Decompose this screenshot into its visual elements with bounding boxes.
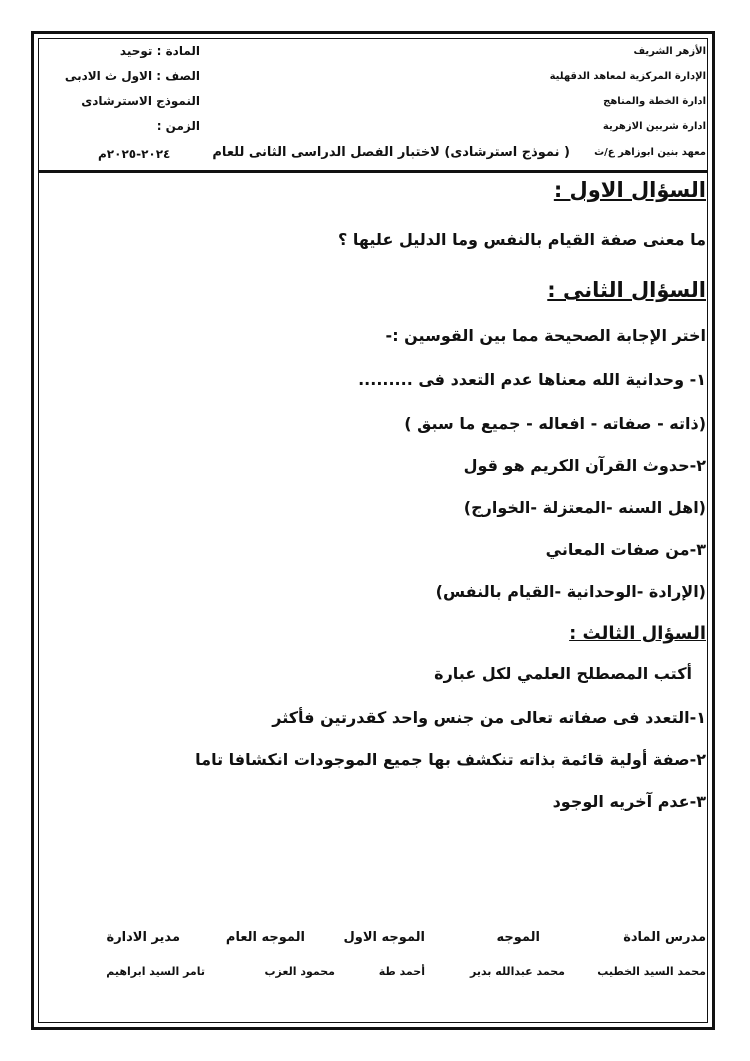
question-2-options: (الإرادة -الوحدانية -القيام بالنفس) (435, 582, 706, 601)
question-1-text: ما معنى صفة القيام بالنفس وما الدليل عليها ؟ (337, 230, 706, 249)
header-model: النموذج الاسترشادى (81, 94, 200, 108)
header-institution-line: ادارة شربين الازهرية (602, 121, 706, 132)
signature-name: محمود العزب (264, 965, 335, 978)
question-3-item: ١-التعدد فى صفاته تعالى من جنس واحد كقدرتين فأكثر (272, 708, 706, 727)
header-subject: المادة : توحيد (119, 44, 200, 58)
signature-name: محمد السيد الخطيب (597, 965, 706, 978)
exam-year: ٢٠٢٤-٢٠٢٥م (98, 147, 171, 161)
signature-name: محمد عبدالله بدير (469, 965, 565, 978)
question-2-item: ٣-من صفات المعاني (545, 540, 706, 559)
question-2-instruction: اختر الإجابة الصحيحة مما بين القوسين :- (385, 326, 706, 345)
header-institution-line: الأزهر الشريف (633, 46, 706, 57)
question-2-options: (اهل السنه -المعتزلة -الخوارج) (463, 498, 706, 517)
question-2-title: السؤال الثانى : (547, 278, 706, 302)
header-grade: الصف : الاول ث الادبى (64, 69, 200, 83)
header-institution-line: ادارة الخطة والمناهج (603, 96, 706, 107)
signature-title: الموجه (496, 930, 540, 945)
question-1-title: السؤال الاول : (553, 178, 706, 202)
signature-title: الموجه الاول (343, 930, 425, 945)
signature-title: الموجه العام (225, 930, 305, 945)
question-3-item: ٢-صفة أولية قائمة بذاته تنكشف بها جميع الموجودات انكشافا تاما (195, 750, 706, 769)
header-divider (38, 170, 708, 173)
question-2-item: ٢-حدوث القرآن الكريم هو قول (463, 456, 706, 475)
signature-title: مدير الادارة (106, 930, 180, 945)
question-2-options: (ذاته - صفاته - افعاله - جميع ما سبق ) (404, 414, 706, 433)
header-time: الزمن : (156, 119, 200, 133)
exam-title: ( نموذج استرشادى) لاختبار الفصل الدراسى الثانى للعام (212, 145, 570, 160)
signature-name: تامر السيد ابراهيم (106, 965, 205, 978)
header-institution-line: الإدارة المركزية لمعاهد الدقهلية (549, 71, 706, 82)
signature-name: أحمد طة (378, 965, 425, 978)
signature-title: مدرس المادة (623, 930, 706, 945)
header-institution-line: معهد بنين ابوزاهر ع/ث (594, 147, 706, 158)
question-3-instruction: أكتب المصطلح العلمي لكل عبارة (434, 664, 692, 683)
question-3-title: السؤال الثالث : (569, 623, 706, 644)
question-2-item: ١- وحدانية الله معناها عدم التعدد فى ......... (358, 370, 706, 389)
question-3-item: ٣-عدم آخريه الوجود (552, 792, 706, 811)
